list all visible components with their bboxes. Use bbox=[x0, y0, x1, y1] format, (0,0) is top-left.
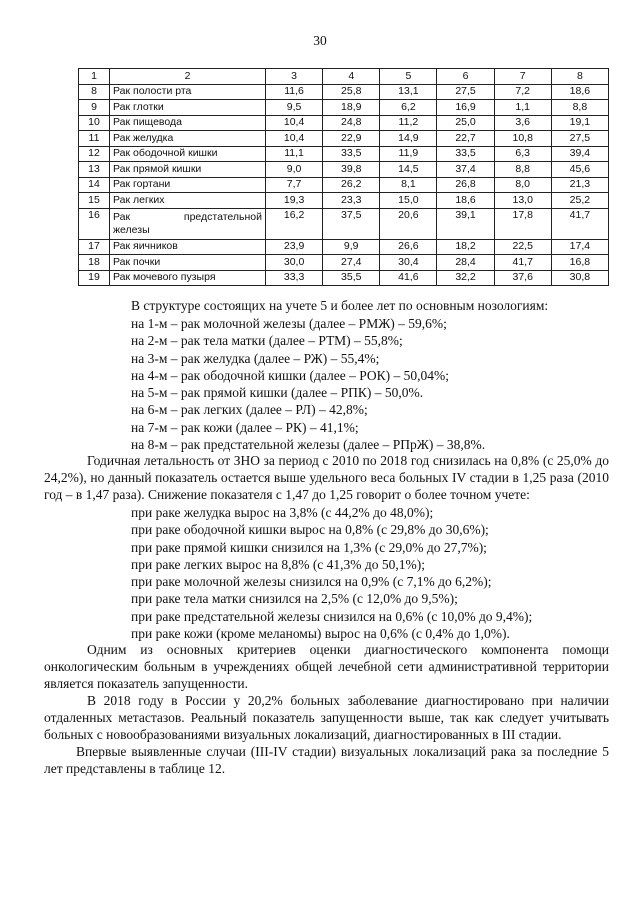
table-cell: 13,0 bbox=[494, 193, 551, 209]
table-cell: 37,6 bbox=[494, 270, 551, 286]
list-item: на 7-м – рак кожи (далее – РК) – 41,1%; bbox=[131, 419, 359, 435]
table-row bbox=[79, 239, 609, 255]
table-cell: 10,4 bbox=[266, 131, 323, 147]
row-number: 14 bbox=[79, 177, 110, 193]
criteria-paragraph: Одним из основных критериев оценки диагностического компонента помощи онкологическим больным в учреждениях общей лечебной сети административной территории является показатель запущенности. bbox=[44, 642, 609, 692]
header-cell: 6 bbox=[437, 69, 494, 85]
table-row bbox=[79, 115, 609, 131]
table-cell: 26,2 bbox=[323, 177, 380, 193]
row-label: Рак почки bbox=[110, 255, 266, 271]
table-row bbox=[79, 131, 609, 147]
row-number: 11 bbox=[79, 131, 110, 147]
table-cell: 18,6 bbox=[551, 84, 608, 100]
table-cell: 18,9 bbox=[323, 100, 380, 116]
header-cell: 5 bbox=[380, 69, 437, 85]
table-cell: 30,8 bbox=[551, 270, 608, 286]
table-cell: 18,6 bbox=[437, 193, 494, 209]
row-number: 17 bbox=[79, 239, 110, 255]
russia-paragraph: В 2018 году в России у 20,2% больных заболевание диагностировано при наличии отдаленных метастазов. Реальный показатель запущенности выше, так как следует учитывать больных с новообразованиями визуальных локализаций, диагностированных в III стадии. bbox=[44, 693, 609, 742]
row-label: Рак яичников bbox=[110, 239, 266, 255]
table-cell: 6,2 bbox=[380, 100, 437, 116]
header-cell: 4 bbox=[323, 69, 380, 85]
table-cell: 16,2 bbox=[266, 208, 323, 239]
header-cell: 2 bbox=[110, 69, 266, 85]
row-number: 12 bbox=[79, 146, 110, 162]
row-number: 16 bbox=[79, 208, 110, 239]
row-label: Рак пищевода bbox=[110, 115, 266, 131]
list-item: при раке прямой кишки снизился на 1,3% (с 29,0% до 27,7%); bbox=[131, 539, 487, 555]
row-number: 8 bbox=[79, 84, 110, 100]
row-number: 18 bbox=[79, 255, 110, 271]
table-row bbox=[79, 162, 609, 178]
table-cell: 7,2 bbox=[494, 84, 551, 100]
table-cell: 26,6 bbox=[380, 239, 437, 255]
table-row bbox=[79, 84, 609, 100]
table-cell: 22,5 bbox=[494, 239, 551, 255]
table-row bbox=[79, 100, 609, 116]
table-cell: 27,4 bbox=[323, 255, 380, 271]
structure-intro: В структуре состоящих на учете 5 и более лет по основным нозологиям: bbox=[131, 298, 549, 313]
table-cell: 3,6 bbox=[494, 115, 551, 131]
table-cell: 17,8 bbox=[494, 208, 551, 239]
table-header-row bbox=[79, 69, 609, 85]
table-cell: 9,9 bbox=[323, 239, 380, 255]
table-cell: 16,8 bbox=[551, 255, 608, 271]
table-cell: 22,9 bbox=[323, 131, 380, 147]
table-cell: 25,2 bbox=[551, 193, 608, 209]
list-item: на 3-м – рак желудка (далее – РЖ) – 55,4%; bbox=[131, 350, 380, 366]
table-cell: 8,1 bbox=[380, 177, 437, 193]
table-row bbox=[79, 146, 609, 162]
table-cell: 19,1 bbox=[551, 115, 608, 131]
table-cell: 33,5 bbox=[323, 146, 380, 162]
list-item: при раке желудка вырос на 3,8% (с 44,2% до 48,0%); bbox=[131, 505, 434, 520]
table-cell: 6,3 bbox=[494, 146, 551, 162]
row-label-part: Рак bbox=[113, 210, 131, 223]
row-number: 15 bbox=[79, 193, 110, 209]
table-cell: 39,8 bbox=[323, 162, 380, 178]
table-cell: 25,8 bbox=[323, 84, 380, 100]
table-cell: 11,6 bbox=[266, 84, 323, 100]
table-cell: 8,8 bbox=[551, 100, 608, 116]
lethality-paragraph: Годичная летальность от ЗНО за период с 2010 по 2018 год снизилась на 0,8% (с 25,0% до 24,2%), но данный показатель остается выше удельного веса больных IV стадии в 1,25 раза (2010 год – в 1,47 раза). Снижение показателя с 1,47 до 1,25 говорит о более точном учете: bbox=[44, 453, 609, 503]
row-label: Рак гортани bbox=[110, 177, 266, 193]
list-item: при раке предстательной железы снизился на 0,6% (с 10,0% до 9,4%); bbox=[131, 608, 533, 624]
table-cell: 9,5 bbox=[266, 100, 323, 116]
table-cell: 33,3 bbox=[266, 270, 323, 286]
list-item: на 1-м – рак молочной железы (далее – РМЖ) – 59,6%; bbox=[131, 315, 447, 331]
body-text bbox=[44, 298, 609, 778]
table-cell: 30,0 bbox=[266, 255, 323, 271]
row-number: 10 bbox=[79, 115, 110, 131]
list-item: на 6-м – рак легких (далее – РЛ) – 42,8%; bbox=[131, 402, 368, 418]
table-cell: 20,6 bbox=[380, 208, 437, 239]
table-cell: 39,4 bbox=[551, 146, 608, 162]
page-number: 30 bbox=[313, 33, 327, 48]
table-cell: 23,9 bbox=[266, 239, 323, 255]
table-cell: 11,9 bbox=[380, 146, 437, 162]
table-cell: 39,1 bbox=[437, 208, 494, 239]
table-cell: 14,5 bbox=[380, 162, 437, 178]
table-cell: 30,4 bbox=[380, 255, 437, 271]
table-cell: 23,3 bbox=[323, 193, 380, 209]
list-item: при раке тела матки снизился на 2,5% (с 12,0% до 9,5%); bbox=[131, 591, 458, 607]
list-item: при раке кожи (кроме меланомы) вырос на 0,6% (с 0,4% до 1,0%). bbox=[131, 626, 510, 642]
table-cell: 8,0 bbox=[494, 177, 551, 193]
table-row bbox=[79, 208, 609, 239]
header-cell: 1 bbox=[79, 69, 110, 85]
row-label bbox=[110, 208, 266, 239]
table-cell: 28,4 bbox=[437, 255, 494, 271]
table-cell: 45,6 bbox=[551, 162, 608, 178]
table-cell: 18,2 bbox=[437, 239, 494, 255]
table-row bbox=[79, 177, 609, 193]
table-cell: 16,9 bbox=[437, 100, 494, 116]
row-label: Рак ободочной кишки bbox=[110, 146, 266, 162]
table-cell: 24,8 bbox=[323, 115, 380, 131]
row-label: Рак желудка bbox=[110, 131, 266, 147]
table-cell: 9,0 bbox=[266, 162, 323, 178]
table-cell: 37,5 bbox=[323, 208, 380, 239]
table-cell: 21,3 bbox=[551, 177, 608, 193]
header-cell: 8 bbox=[551, 69, 608, 85]
table-cell: 37,4 bbox=[437, 162, 494, 178]
row-label: Рак мочевого пузыря bbox=[110, 270, 266, 286]
table-cell: 13,1 bbox=[380, 84, 437, 100]
table-cell: 41,6 bbox=[380, 270, 437, 286]
table-cell: 14,9 bbox=[380, 131, 437, 147]
list-item: при раке ободочной кишки вырос на 0,8% (с 29,8% до 30,6%); bbox=[131, 522, 489, 538]
table-row bbox=[79, 270, 609, 286]
row-number: 19 bbox=[79, 270, 110, 286]
list-item: на 2-м – рак тела матки (далее – РТМ) – 55,8%; bbox=[131, 333, 403, 349]
list-item: на 8-м – рак предстательной железы (далее – РПрЖ) – 38,8%. bbox=[131, 436, 486, 452]
table-cell: 41,7 bbox=[494, 255, 551, 271]
row-label-part: предстательной bbox=[183, 210, 262, 223]
table-cell: 33,5 bbox=[437, 146, 494, 162]
header-cell: 3 bbox=[266, 69, 323, 85]
table-cell: 41,7 bbox=[551, 208, 608, 239]
table-cell: 7,7 bbox=[266, 177, 323, 193]
row-label-part: железы bbox=[113, 223, 150, 236]
table-cell: 32,2 bbox=[437, 270, 494, 286]
table-cell: 27,5 bbox=[437, 84, 494, 100]
list-item: при раке молочной железы снизился на 0,9% (с 7,1% до 6,2%); bbox=[131, 574, 492, 590]
final-paragraph: Впервые выявленные случаи (III-IV стадии) визуальных локализаций рака за последние 5 лет представлены в таблице 12. bbox=[44, 743, 609, 776]
table-cell: 11,1 bbox=[266, 146, 323, 162]
row-label: Рак полости рта bbox=[110, 84, 266, 100]
table-cell: 35,5 bbox=[323, 270, 380, 286]
row-number: 9 bbox=[79, 100, 110, 116]
table-cell: 17,4 bbox=[551, 239, 608, 255]
table-cell: 26,8 bbox=[437, 177, 494, 193]
survival-table bbox=[78, 68, 609, 286]
table-cell: 15,0 bbox=[380, 193, 437, 209]
table-cell: 10,8 bbox=[494, 131, 551, 147]
table-row bbox=[79, 255, 609, 271]
list-item: на 4-м – рак ободочной кишки (далее – РОК) – 50,04%; bbox=[131, 367, 449, 383]
table-cell: 19,3 bbox=[266, 193, 323, 209]
table-cell: 25,0 bbox=[437, 115, 494, 131]
table-cell: 11,2 bbox=[380, 115, 437, 131]
table-cell: 8,8 bbox=[494, 162, 551, 178]
row-number: 13 bbox=[79, 162, 110, 178]
row-label: Рак глотки bbox=[110, 100, 266, 116]
table-cell: 10,4 bbox=[266, 115, 323, 131]
list-item: на 5-м – рак прямой кишки (далее – РПК) – 50,0%. bbox=[131, 385, 424, 401]
header-cell: 7 bbox=[494, 69, 551, 85]
row-label: Рак прямой кишки bbox=[110, 162, 266, 178]
table-row bbox=[79, 193, 609, 209]
list-item: при раке легких вырос на 8,8% (с 41,3% до 50,1%); bbox=[131, 556, 426, 572]
table-cell: 1,1 bbox=[494, 100, 551, 116]
table-cell: 22,7 bbox=[437, 131, 494, 147]
row-label: Рак легких bbox=[110, 193, 266, 209]
table-cell: 27,5 bbox=[551, 131, 608, 147]
